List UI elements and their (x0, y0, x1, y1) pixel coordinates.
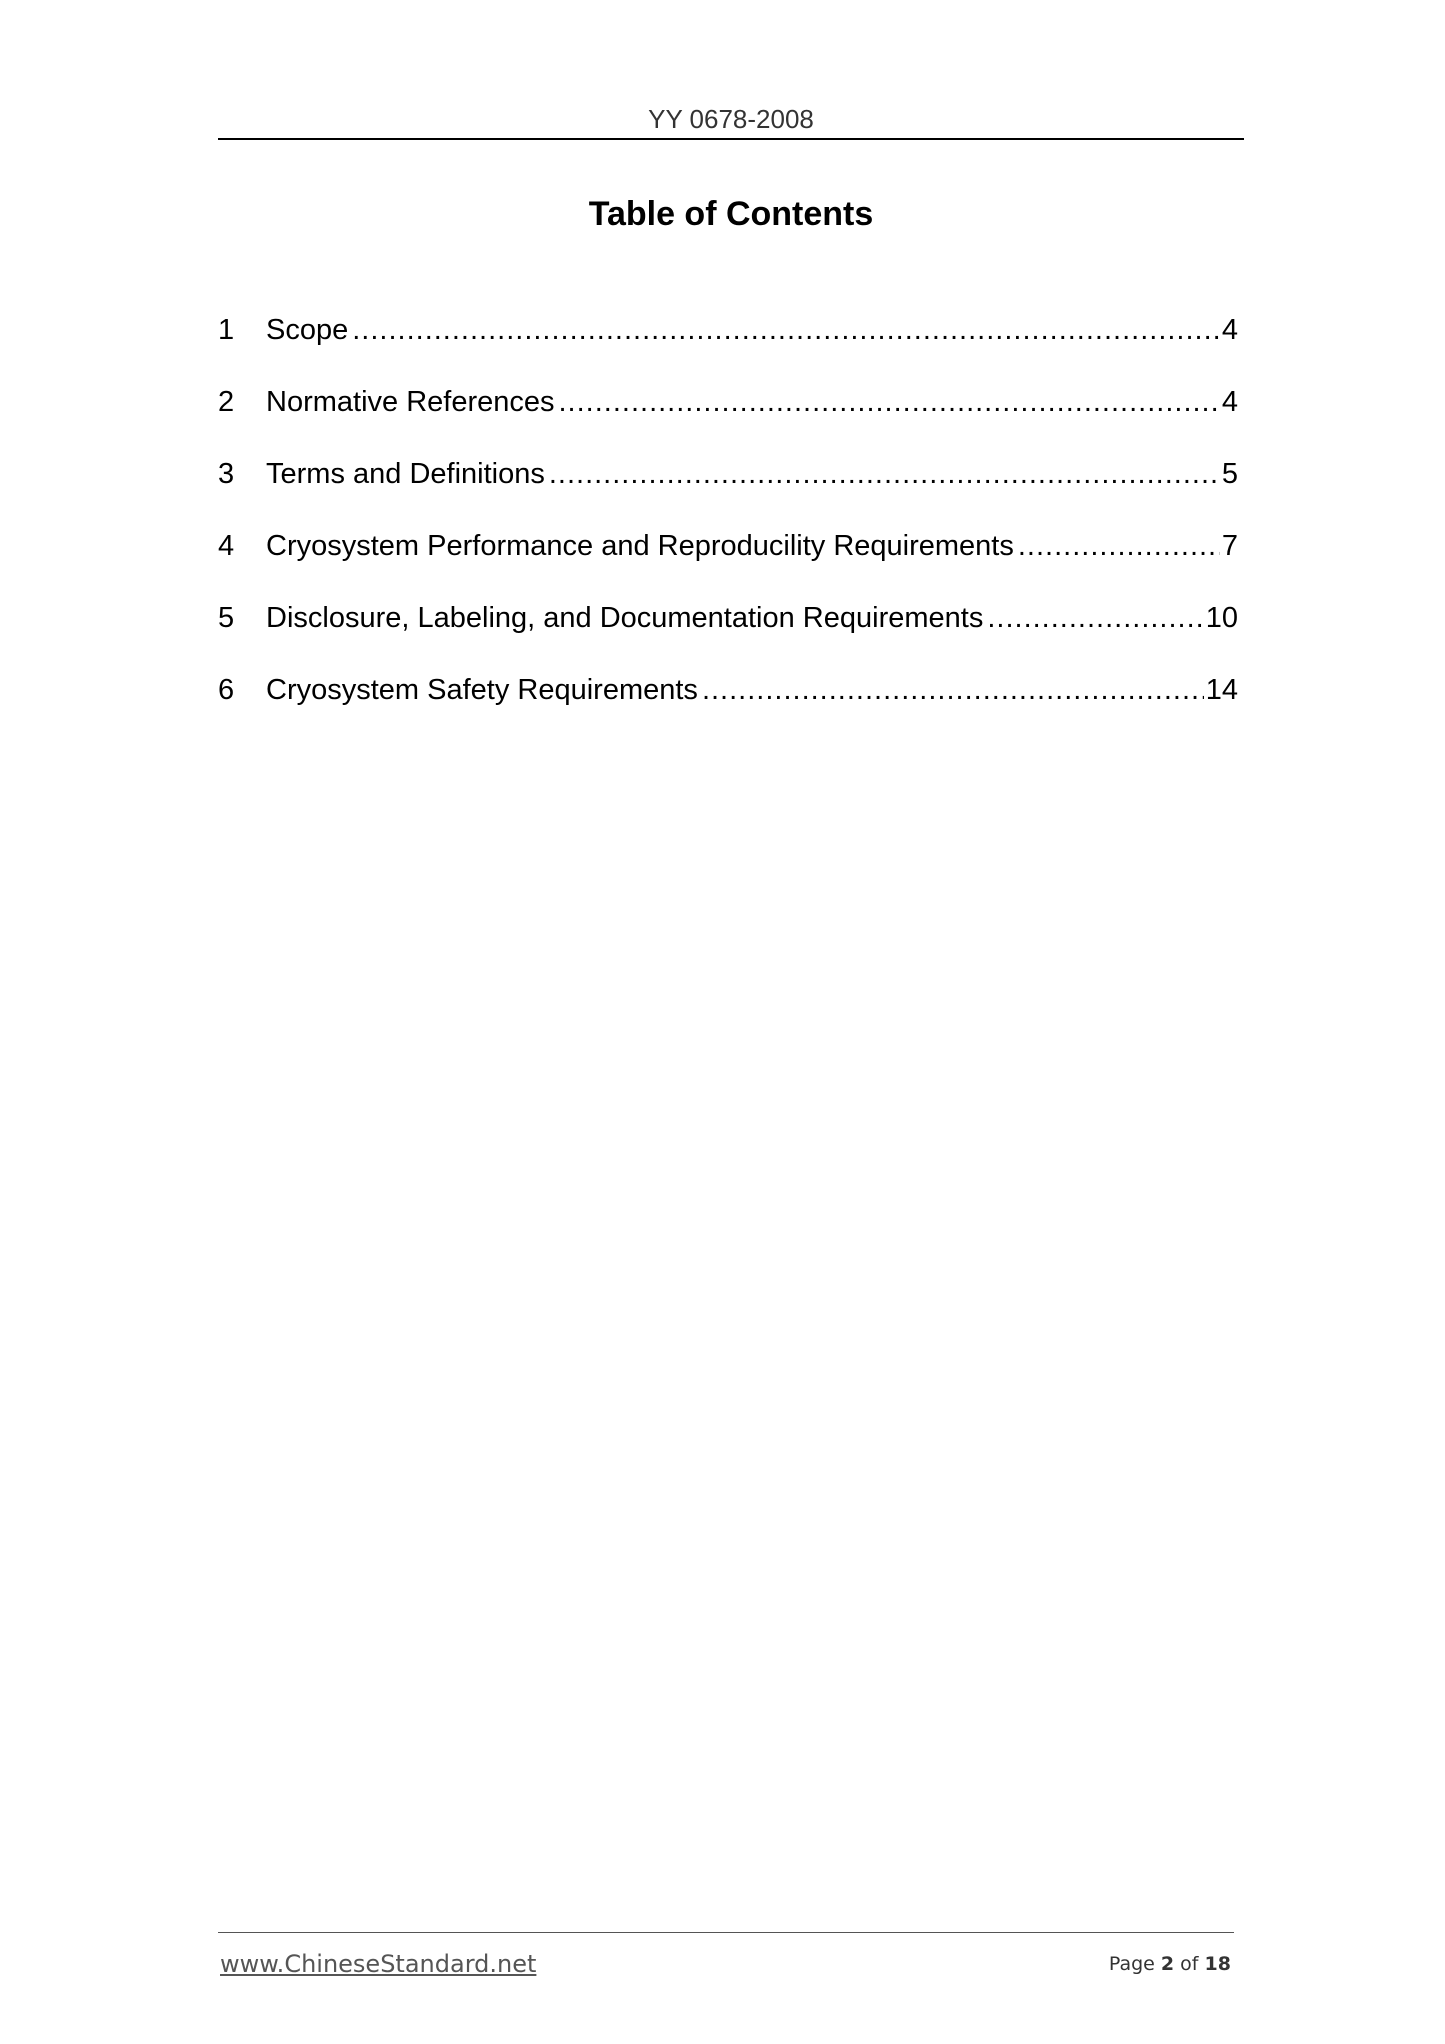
toc-entry-page: 10 (1205, 602, 1238, 634)
toc-entry-number: 3 (218, 458, 235, 490)
toc-entry-number: 2 (218, 386, 235, 418)
toc-dot-leader (987, 598, 1203, 638)
toc-entry-page: 4 (1221, 314, 1238, 346)
toc-dot-leader (1018, 526, 1220, 566)
toc-dot-leader (559, 382, 1220, 422)
toc-dot-leader (352, 310, 1220, 350)
toc-entry-page: 14 (1205, 674, 1238, 706)
document-code: YY 0678-2008 (648, 104, 814, 134)
page-header (218, 100, 1244, 140)
page-separator: of (1180, 1953, 1199, 1975)
page-number (1109, 1953, 1231, 1975)
toc-entry-normative-references[interactable] (218, 382, 1238, 454)
toc-entry-scope[interactable] (218, 310, 1238, 382)
toc-entry-page: 7 (1221, 530, 1238, 562)
toc-entry-number: 5 (218, 602, 235, 634)
toc-entry-label: Normative References (266, 386, 555, 418)
page-prefix: Page (1108, 1953, 1155, 1975)
toc-entry-label: Cryosystem Performance and Reproducility Requirements (266, 530, 1014, 562)
toc-entry-terms-and-definitions[interactable] (218, 454, 1238, 526)
page-current: 2 (1160, 1953, 1175, 1975)
toc-entry-performance-requirements[interactable] (218, 526, 1238, 598)
toc-entry-page: 5 (1221, 458, 1238, 490)
toc-entry-disclosure-requirements[interactable] (218, 598, 1238, 670)
footer-divider (218, 1932, 1234, 1933)
toc-entry-label: Cryosystem Safety Requirements (266, 674, 698, 706)
toc-entry-label: Scope (266, 314, 349, 346)
toc-entry-number: 4 (218, 530, 235, 562)
toc-entry-number: 1 (218, 314, 235, 346)
toc-dot-leader (702, 670, 1204, 710)
page-title: Table of Contents (588, 195, 874, 233)
toc-entry-number: 6 (218, 674, 235, 706)
toc-dot-leader (549, 454, 1220, 494)
footer-site-link[interactable]: www.ChineseStandard.net (220, 1950, 537, 1978)
toc-entry-page: 4 (1221, 386, 1238, 418)
toc-entry-safety-requirements[interactable] (218, 670, 1238, 742)
toc-entry-label: Disclosure, Labeling, and Documentation Requirements (266, 602, 984, 634)
table-of-contents (218, 310, 1238, 742)
page-total: 18 (1204, 1953, 1231, 1975)
toc-entry-label: Terms and Definitions (266, 458, 545, 490)
